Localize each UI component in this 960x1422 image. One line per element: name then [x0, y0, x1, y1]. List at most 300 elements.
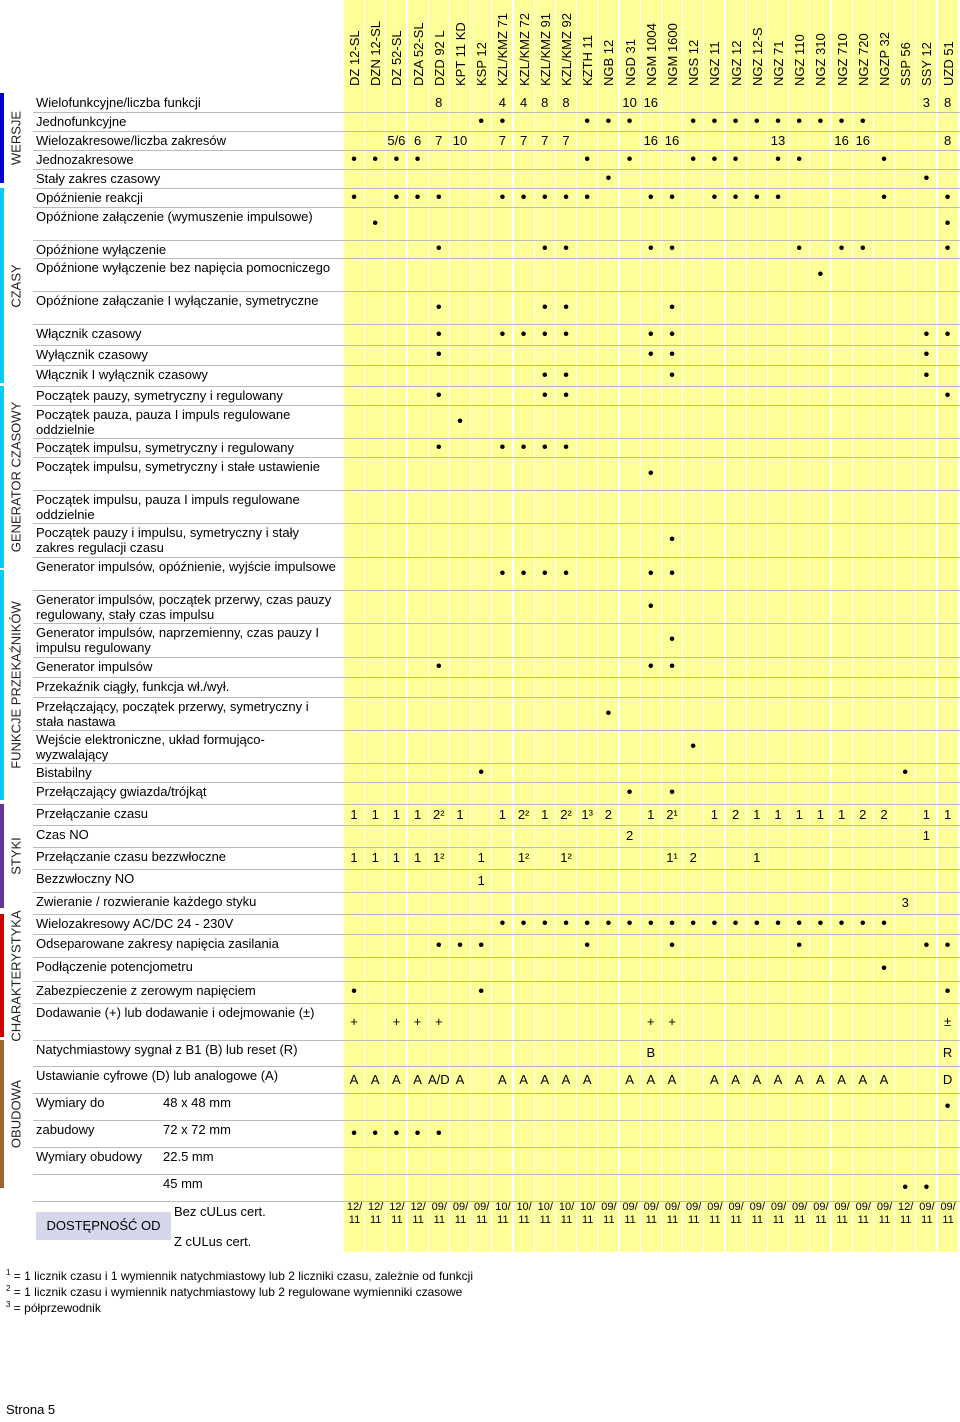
- table-cell: 1: [943, 806, 952, 822]
- table-cell: •: [563, 386, 569, 404]
- column-header: NGZP 32: [877, 32, 892, 86]
- dim-22: 22.5 mm: [163, 1149, 214, 1164]
- column-header: NGZ 11: [707, 41, 723, 86]
- availability-cell: 09/ 11: [792, 1201, 808, 1226]
- table-cell: •: [435, 240, 442, 257]
- table-cell: •: [499, 188, 506, 206]
- row-label: Generator impulsów, naprzemienny, czas pauzy I impulsu regulowany: [36, 625, 320, 655]
- table-cell: •: [647, 597, 654, 615]
- column-header: NGB 12: [601, 39, 617, 86]
- row-divider: [33, 345, 960, 346]
- row-divider: [33, 782, 960, 783]
- column-header: DZN 12-SL: [368, 20, 384, 86]
- row-label: Jednozakresowe: [36, 152, 134, 167]
- row-divider: [33, 657, 960, 658]
- table-cell: •: [669, 188, 675, 206]
- row-divider: [33, 169, 960, 170]
- availability-cell: 09/ 11: [770, 1201, 787, 1226]
- availability-cell: 12/ 11: [389, 1201, 405, 1226]
- table-cell: •: [944, 386, 951, 404]
- row-label: Przełączanie czasu bezzwłoczne: [36, 849, 227, 864]
- table-cell: +: [435, 1013, 443, 1029]
- table-cell: •: [351, 983, 357, 1000]
- table-cell: •: [520, 188, 527, 206]
- section-color-bar: [0, 914, 4, 1037]
- table-cell: •: [499, 325, 506, 343]
- table-cell: •: [796, 150, 802, 168]
- table-cell: •: [647, 240, 654, 257]
- row-divider: [33, 405, 960, 406]
- row-label: Opóźnienie reakcji: [36, 190, 143, 205]
- table-cell: •: [563, 188, 569, 206]
- table-cell: •: [944, 240, 951, 257]
- table-cell: 1: [647, 806, 655, 822]
- table-cell: •: [923, 346, 930, 363]
- column-header: KZTH 11: [580, 34, 596, 86]
- table-cell: •: [605, 915, 612, 932]
- table-cell: 1: [498, 806, 506, 822]
- table-cell: •: [923, 1178, 930, 1196]
- page-number: Strona 5: [6, 1402, 56, 1417]
- table-cell: 1: [392, 806, 400, 822]
- table-cell: •: [669, 325, 675, 343]
- row-divider: [33, 730, 960, 731]
- table-cell: 1¹: [666, 850, 678, 865]
- section-color-bar: [0, 188, 4, 383]
- table-cell: •: [563, 438, 569, 456]
- column-header: SSP 56: [898, 42, 914, 86]
- availability-cell: 09/ 11: [728, 1201, 744, 1226]
- table-cell: •: [775, 150, 781, 168]
- table-cell: 8: [435, 94, 443, 110]
- table-cell: •: [605, 704, 612, 722]
- table-cell: •: [647, 658, 654, 675]
- row-label: Początek impulsu, symetryczny i stałe ustawienie: [36, 459, 320, 474]
- table-cell: 13: [770, 132, 786, 148]
- table-cell: •: [881, 188, 887, 206]
- table-cell: D: [942, 1071, 953, 1087]
- table-cell: •: [923, 169, 930, 187]
- row-divider: [33, 804, 960, 805]
- row-label: Początek pauzy, symetryczny i regulowany: [36, 388, 283, 403]
- table-cell: 1: [350, 850, 358, 865]
- column-header: NGZ 12-S: [749, 27, 765, 86]
- table-cell: 1: [371, 850, 379, 865]
- column-header: SSY 12: [919, 42, 935, 86]
- column-header: NGS 12: [686, 39, 702, 86]
- table-cell: •: [838, 240, 845, 257]
- table-cell: •: [393, 150, 400, 168]
- table-cell: •: [838, 915, 845, 932]
- table-cell: •: [563, 564, 569, 582]
- column-header: NGM 1004: [643, 23, 659, 86]
- table-cell: 1: [816, 806, 824, 822]
- availability-cell: 09/ 11: [622, 1201, 638, 1226]
- table-cell: A: [413, 1071, 422, 1087]
- row-divider: [33, 847, 960, 848]
- table-cell: A: [667, 1071, 677, 1087]
- table-cell: 7: [498, 132, 506, 148]
- table-cell: 8: [562, 94, 570, 110]
- table-cell: 5/6: [387, 132, 406, 148]
- table-cell: 1²: [560, 850, 572, 865]
- row-divider: [33, 150, 960, 151]
- column-header: NGZ 310: [813, 33, 829, 86]
- table-cell: •: [541, 366, 548, 384]
- table-cell: •: [923, 366, 930, 384]
- row-label: Odseparowane zakresy napięcia zasilania: [36, 936, 279, 951]
- table-cell: •: [859, 240, 866, 257]
- table-cell: A: [837, 1071, 846, 1087]
- table-cell: •: [669, 298, 675, 316]
- availability-cell: 09/ 11: [919, 1201, 935, 1226]
- availability-cell: 09/ 11: [643, 1201, 659, 1226]
- row-divider: [33, 207, 960, 208]
- column-header: KZL/KMZ 71: [495, 13, 511, 86]
- table-cell: 1: [413, 806, 422, 822]
- table-cell: •: [647, 464, 654, 482]
- row-label: Początek pauzy i impulsu, symetryczny i stały zakres regulacji czasu: [36, 525, 299, 555]
- table-cell: •: [902, 763, 908, 781]
- row-label: Generator impulsów, opóźnienie, wyjście impulsowe: [36, 559, 336, 574]
- table-cell: •: [732, 112, 739, 130]
- dim-45: 45 mm: [163, 1176, 203, 1191]
- table-cell: •: [520, 564, 527, 582]
- table-cell: 1: [392, 850, 400, 865]
- cert-bez-label: Bez cULus cert.: [174, 1204, 266, 1219]
- table-cell: •: [859, 112, 866, 130]
- availability-cell: 10/ 11: [580, 1201, 596, 1226]
- column-header: NGZ 110: [792, 34, 808, 86]
- table-cell: 16: [664, 132, 680, 148]
- row-divider: [33, 1147, 960, 1148]
- table-cell: •: [669, 346, 675, 363]
- table-cell: •: [732, 915, 739, 932]
- table-cell: 1: [456, 806, 464, 822]
- table-cell: •: [647, 915, 654, 932]
- column-header: DZA 52-SL: [410, 22, 426, 86]
- table-cell: •: [584, 936, 590, 954]
- table-cell: 2²: [517, 806, 530, 822]
- footnote-1: $^1$ = 1 licznik czasu i 1 wymiennik natychmiastowy lub 2 liczniki czasu, zależnie od funkcji: [6, 1268, 473, 1283]
- table-cell: 1: [541, 806, 549, 822]
- table-cell: 1: [922, 828, 930, 843]
- row-label: Wyłącznik czasowy: [36, 347, 148, 362]
- availability-cell: 09/ 11: [452, 1201, 469, 1226]
- table-cell: 1: [477, 872, 485, 888]
- row-divider: [33, 1003, 960, 1004]
- table-cell: 2: [731, 806, 740, 822]
- table-cell: 4: [498, 94, 506, 110]
- table-cell: •: [647, 346, 654, 363]
- availability-cell: 10/ 11: [495, 1201, 511, 1226]
- section-5: CHARAKTERYSTYKA: [0, 914, 31, 1039]
- table-cell: •: [435, 325, 442, 343]
- table-cell: 7: [562, 132, 570, 148]
- table-cell: •: [351, 150, 357, 168]
- table-cell: A: [455, 1071, 465, 1087]
- row-label: Przełączanie czasu: [36, 806, 148, 821]
- row-label: Początek impulsu, pauza I impuls regulowane oddzielnie: [36, 492, 300, 522]
- table-cell: •: [541, 188, 548, 206]
- section-color-bar: [0, 93, 4, 183]
- table-cell: •: [859, 915, 866, 932]
- table-cell: •: [626, 784, 633, 801]
- table-cell: •: [626, 915, 633, 932]
- column-header: NGZ 12: [728, 40, 744, 86]
- table-cell: •: [753, 188, 760, 206]
- row-divider: [33, 1120, 960, 1121]
- table-cell: •: [902, 1178, 908, 1196]
- table-cell: •: [351, 1124, 357, 1142]
- row-label: Generator impulsów: [36, 659, 153, 674]
- table-cell: 6: [413, 132, 422, 148]
- table-cell: A: [498, 1071, 507, 1087]
- table-cell: 1: [350, 806, 358, 822]
- table-cell: 1: [413, 850, 422, 865]
- table-cell: •: [478, 763, 484, 781]
- table-cell: •: [372, 150, 378, 168]
- table-cell: •: [775, 112, 781, 130]
- row-divider: [33, 934, 960, 935]
- row-label: Wymiary obudowy: [36, 1149, 143, 1164]
- table-cell: •: [435, 658, 442, 675]
- table-cell: 2²: [560, 806, 572, 822]
- table-cell: 7: [435, 132, 443, 148]
- table-cell: •: [796, 936, 802, 954]
- table-cell: •: [605, 112, 612, 130]
- table-cell: •: [669, 915, 675, 932]
- row-divider: [33, 697, 960, 698]
- table-cell: •: [690, 915, 696, 932]
- table-cell: A: [561, 1071, 571, 1087]
- table-cell: 2²: [433, 806, 445, 822]
- table-cell: •: [457, 936, 463, 954]
- table-cell: •: [817, 265, 824, 283]
- column-header: NGZ 720: [855, 33, 871, 86]
- table-cell: •: [584, 112, 590, 130]
- section-color-bar: [0, 804, 4, 908]
- table-cell: •: [669, 936, 675, 954]
- table-cell: ±: [944, 1013, 952, 1029]
- availability-cell: 09/ 11: [431, 1201, 447, 1226]
- table-cell: •: [690, 150, 696, 168]
- table-cell: •: [393, 188, 400, 206]
- availability-cell: 12/ 11: [898, 1201, 914, 1226]
- table-cell: +: [647, 1013, 655, 1029]
- table-cell: •: [711, 112, 718, 130]
- row-label: Opóźnione załączanie I wyłączanie, symetryczne: [36, 293, 319, 308]
- section-3: FUNKCJE PRZEKAŹNIKÓW: [0, 570, 31, 802]
- column-header: NGZ 71: [771, 40, 786, 86]
- table-cell: •: [944, 214, 951, 232]
- section-0: WERSJE: [0, 93, 31, 185]
- table-cell: 1: [710, 806, 718, 822]
- row-label: Opóźnione wyłączenie bez napięcia pomocniczego: [36, 260, 331, 275]
- table-cell: +: [668, 1013, 676, 1029]
- availability-cell: 09/ 11: [749, 1201, 765, 1226]
- availability-cell: 09/ 11: [601, 1201, 617, 1226]
- row-label: Jednofunkcyjne: [36, 114, 127, 129]
- row-divider: [33, 763, 960, 764]
- table-cell: •: [563, 915, 569, 932]
- table-cell: 2: [604, 806, 612, 822]
- row-divider: [33, 1093, 960, 1094]
- row-divider: [33, 240, 960, 241]
- row-divider: [33, 386, 960, 387]
- table-cell: •: [372, 214, 378, 232]
- section-color-bar: [0, 1040, 4, 1188]
- table-cell: •: [584, 915, 590, 932]
- row-label: Natychmiastowy sygnał z B1 (B) lub reset (R): [36, 1042, 298, 1057]
- row-label: Opóźnione wyłączenie: [36, 242, 167, 257]
- row-label: Stały zakres czasowy: [36, 171, 161, 186]
- row-divider: [33, 324, 960, 325]
- table-cell: 2¹: [666, 806, 678, 822]
- table-cell: 7: [541, 132, 549, 148]
- section-6: OBUDOWA: [0, 1040, 31, 1190]
- table-cell: •: [923, 936, 930, 954]
- table-cell: 3: [922, 94, 930, 110]
- section-4: STYKI: [0, 804, 31, 910]
- table-cell: •: [435, 188, 442, 206]
- table-cell: •: [605, 169, 612, 187]
- availability-cell: 10/ 11: [558, 1201, 575, 1226]
- table-cell: •: [944, 983, 951, 1000]
- table-cell: A: [731, 1071, 740, 1087]
- row-divider: [33, 291, 960, 292]
- table-cell: A: [794, 1071, 804, 1087]
- table-cell: •: [796, 112, 802, 130]
- row-divider: [33, 457, 960, 458]
- table-cell: •: [563, 298, 569, 316]
- table-cell: •: [732, 188, 739, 206]
- table-cell: •: [796, 240, 802, 257]
- row-label: Włącznik czasowy: [36, 326, 142, 341]
- column-header: KZL/KMZ 72: [516, 13, 532, 86]
- table-cell: A: [625, 1071, 634, 1087]
- column-header: KPT 11 KD: [453, 22, 468, 86]
- table-cell: •: [775, 915, 781, 932]
- table-cell: 2: [689, 850, 697, 865]
- table-cell: •: [414, 1124, 421, 1142]
- row-label: Zabezpieczenie z zerowym napięciem: [36, 983, 256, 998]
- table-cell: 1: [371, 806, 379, 822]
- table-cell: •: [541, 438, 548, 456]
- table-cell: •: [838, 112, 845, 130]
- table-cell: •: [669, 631, 675, 648]
- row-label: Czas NO: [36, 827, 89, 842]
- table-cell: •: [499, 438, 506, 456]
- column-header: UZD 51: [940, 41, 956, 86]
- availability-cell: 09/ 11: [474, 1201, 490, 1226]
- availability-cell: 12/ 11: [346, 1201, 363, 1226]
- table-cell: •: [881, 150, 887, 168]
- availability-cell: 09/ 11: [686, 1201, 702, 1226]
- table-cell: •: [393, 1124, 400, 1142]
- table-cell: •: [499, 564, 506, 582]
- row-label: Opóźnione załączenie (wymuszenie impulsowe): [36, 209, 313, 224]
- row-label: Wymiary do: [36, 1095, 105, 1110]
- dim-48: 48 x 48 mm: [163, 1095, 231, 1110]
- table-cell: 8: [943, 132, 952, 148]
- table-cell: 1: [795, 806, 803, 822]
- table-cell: 8: [943, 94, 952, 110]
- table-cell: •: [711, 150, 718, 168]
- table-cell: •: [435, 936, 442, 954]
- table-cell: •: [457, 412, 463, 430]
- availability-cell: 09/ 11: [834, 1201, 850, 1226]
- column-header: KZL/KMZ 91: [537, 13, 553, 86]
- section-2: GENERATOR CZASOWY: [0, 386, 31, 570]
- table-cell: •: [584, 150, 590, 168]
- table-cell: •: [753, 915, 760, 932]
- availability-cell: 12/ 11: [410, 1201, 426, 1226]
- table-cell: •: [944, 325, 951, 343]
- table-cell: •: [732, 150, 739, 168]
- column-header: KZL/KMZ 92: [559, 13, 574, 86]
- table-cell: •: [669, 240, 675, 257]
- table-cell: •: [372, 1124, 378, 1142]
- table-cell: •: [711, 915, 718, 932]
- row-label: Wielofunkcyjne/liczba funkcji: [36, 95, 201, 110]
- row-divider: [33, 365, 960, 366]
- row-label: Generator impulsów, początek przerwy, czas pauzy regulowany, stały czas impulsu: [36, 592, 332, 622]
- table-cell: •: [669, 564, 675, 582]
- table-cell: •: [690, 737, 696, 755]
- column-header: KSP 12: [474, 42, 490, 86]
- table-cell: 8: [541, 94, 549, 110]
- table-cell: •: [923, 325, 930, 343]
- table-cell: 1²: [517, 850, 530, 865]
- table-cell: •: [796, 915, 802, 932]
- row-divider: [33, 981, 960, 982]
- column-header: NGZ 710: [834, 33, 850, 86]
- section-color-bar: [0, 570, 4, 800]
- table-cell: •: [626, 150, 633, 168]
- row-label: Wielozakresowe/liczba zakresów: [36, 133, 227, 148]
- table-cell: •: [669, 531, 675, 548]
- row-label: Przekaźnik ciągły, funkcja wł./wył.: [36, 679, 230, 694]
- table-cell: •: [541, 325, 548, 343]
- table-cell: A: [816, 1071, 825, 1087]
- table-cell: 16: [855, 132, 871, 148]
- table-cell: 10: [622, 94, 637, 110]
- row-divider: [33, 1040, 960, 1041]
- table-cell: 1: [753, 850, 761, 865]
- table-cell: •: [647, 564, 654, 582]
- table-cell: •: [541, 240, 548, 257]
- row-label: zabudowy: [36, 1122, 95, 1137]
- table-cell: •: [944, 1097, 951, 1115]
- availability-cell: 10/ 11: [537, 1201, 553, 1226]
- table-cell: 4: [519, 94, 528, 110]
- table-cell: 7: [519, 132, 528, 148]
- table-cell: A/D: [427, 1071, 450, 1087]
- availability-cell: 09/ 11: [664, 1201, 681, 1226]
- table-cell: A: [540, 1071, 550, 1087]
- row-label: Bezzwłoczny NO: [36, 871, 135, 886]
- row-divider: [33, 1066, 960, 1067]
- row-divider: [33, 825, 960, 826]
- column-header: DZ 52-SL: [389, 30, 405, 86]
- row-divider: [33, 957, 960, 958]
- table-cell: •: [563, 240, 569, 257]
- table-cell: •: [478, 983, 484, 1000]
- row-label: Bistabilny: [36, 765, 92, 780]
- availability-label: DOSTĘPNOŚĆ OD: [36, 1212, 171, 1240]
- table-cell: 1: [753, 806, 761, 822]
